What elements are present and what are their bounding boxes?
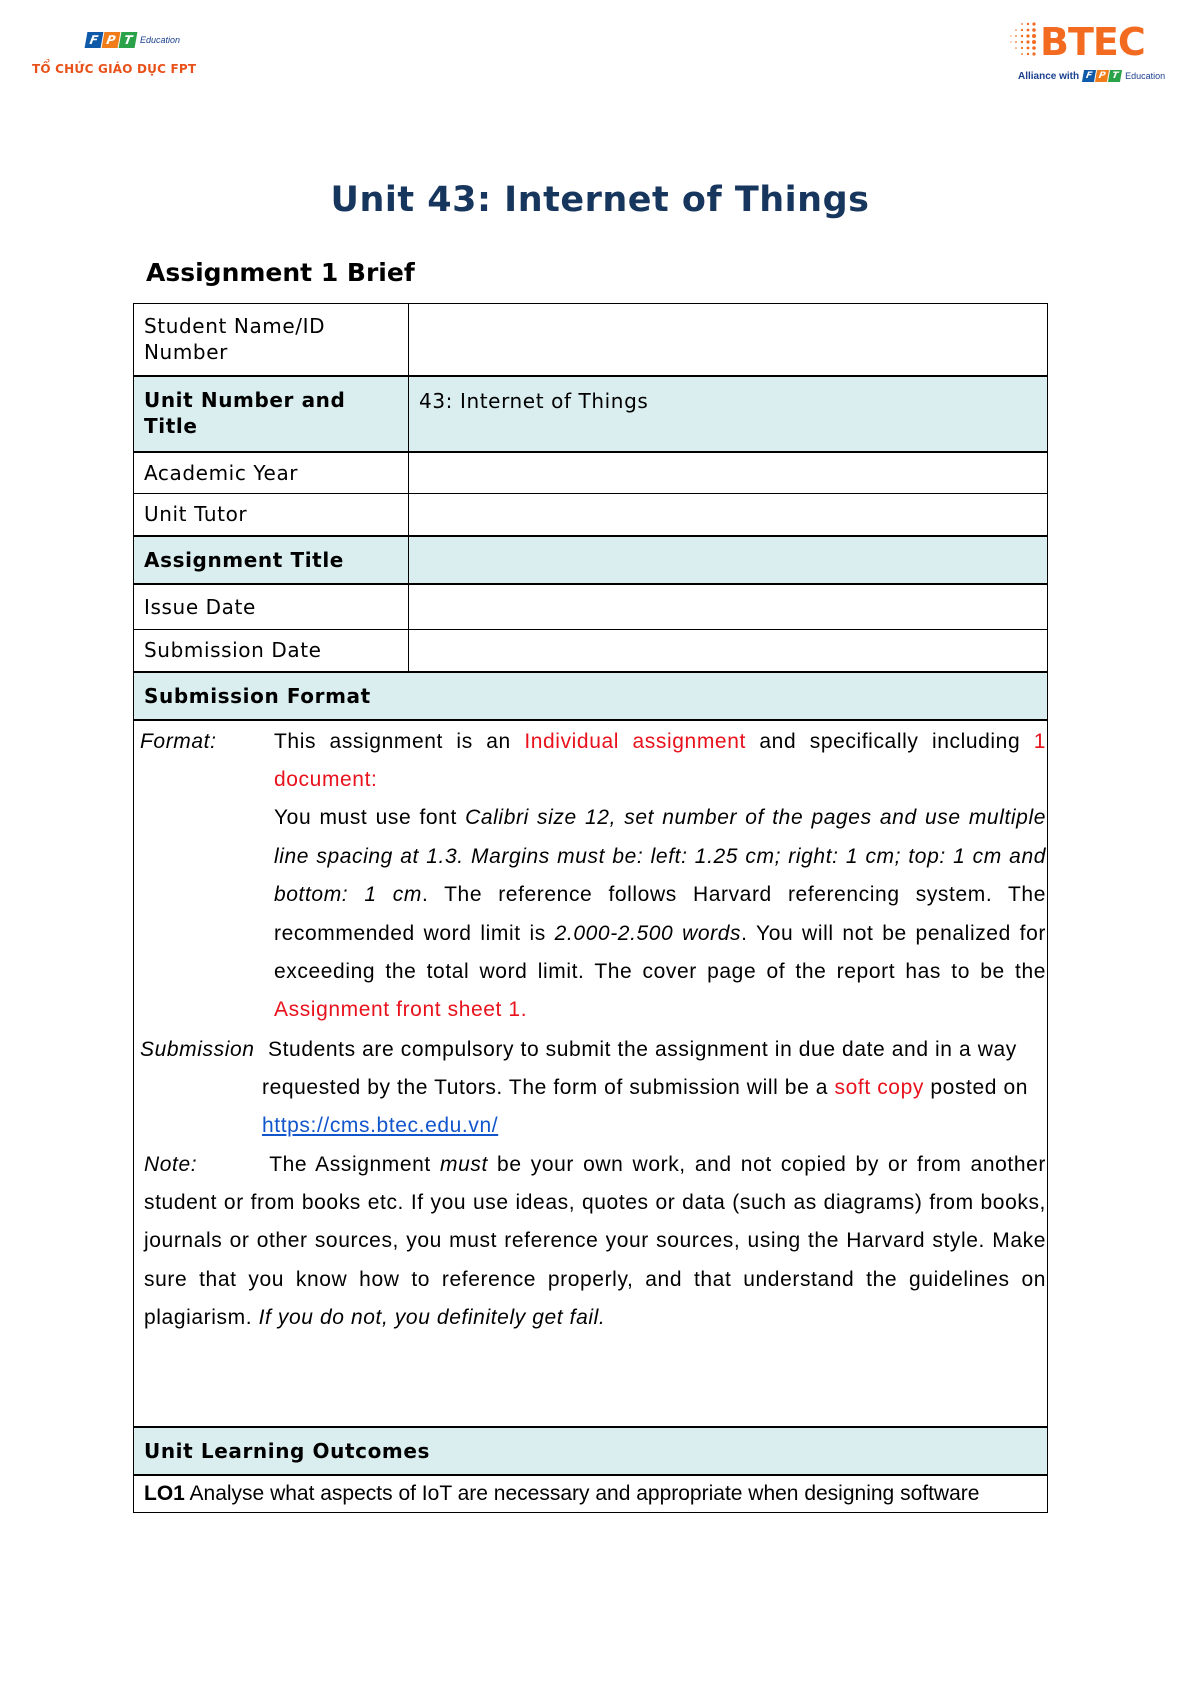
fpt-small-letter-t: T: [1108, 70, 1122, 82]
row-value: [409, 630, 1048, 672]
table-row: [134, 584, 1048, 630]
learning-outcome-lo1: LO1 Analyse what aspects of IoT are necessary and appropriate when designing software: [134, 1475, 1048, 1513]
learning-outcomes-heading-row: [134, 1427, 1048, 1475]
note-label: Note:: [144, 1152, 198, 1176]
learning-outcome-row: [134, 1475, 1048, 1513]
alliance-line: [1018, 70, 1165, 82]
row-value: [409, 304, 1048, 376]
fpt-education-logo: [30, 28, 240, 88]
btec-brand: BTEC: [1040, 20, 1145, 64]
fpt-letter-t: T: [119, 32, 138, 48]
format-text: This assignment is an Individual assignment and specifically including 1 document: You must use font Calibri size 12, set number of the pages and use multiple line spacing at 1.3. Margins must be: left: 1.25 cm; right: 1 cm; top: 1 cm and bottom: 1 cm. The reference follows Harvard referencing system. The recommended word limit is 2.000-2.500 words. You will not be penalized for exceeding the total word limit. The cover page of the report has to be the Assignment front sheet 1.: [274, 729, 1046, 1022]
alliance-text: Alliance with: [1018, 70, 1080, 82]
table-row: [134, 536, 1048, 584]
row-value: [409, 494, 1048, 536]
table-row: [134, 452, 1048, 494]
fpt-letters: [86, 32, 180, 48]
assignment-brief-table: [133, 303, 1048, 1513]
submission-text: Students are compulsory to submit the assignment in due date and in a way requested by the Tutors. The form of submission will be a soft copy posted on https://cms.btec.edu.vn/: [262, 1037, 1029, 1138]
row-label: Submission Date: [134, 630, 409, 672]
unit-title: Unit 43: Internet of Things: [330, 180, 870, 220]
alliance-education-text: Education: [1125, 71, 1166, 81]
fpt-letter-f: F: [85, 32, 104, 48]
format-label: Format:: [140, 729, 217, 753]
fpt-small-letter-f: F: [1082, 70, 1096, 82]
table-row: [134, 376, 1048, 452]
row-label: Unit Number and Title: [134, 376, 409, 452]
row-label: Assignment Title: [134, 536, 409, 584]
submission-format-row: [134, 720, 1048, 1427]
cms-link[interactable]: https://cms.btec.edu.vn/: [262, 1114, 499, 1138]
fpt-small-letters: [1083, 70, 1122, 82]
submission-format-heading-row: [134, 672, 1048, 720]
row-label: Unit Tutor: [134, 494, 409, 536]
note-text: Note: The Assignment must be your own work, and not copied by or from another student or from books etc. If you use ideas, quotes or data (such as diagrams) from books, journals or other sources, you must reference your sources, using the Harvard style. Make sure that you know how to reference properly, and that understand the guidelines on plagiarism. If you do not, you definitely get fail.: [144, 1152, 1046, 1330]
row-label: Issue Date: [134, 584, 409, 630]
learning-outcomes-heading: Unit Learning Outcomes: [134, 1427, 1048, 1475]
btec-logo: [1008, 18, 1178, 90]
fpt-education-text: Education: [140, 35, 181, 45]
row-label: Academic Year: [134, 452, 409, 494]
row-label: Student Name/ID Number: [134, 304, 409, 376]
row-value: [409, 452, 1048, 494]
fpt-small-letter-p: P: [1095, 70, 1109, 82]
table-row: [134, 494, 1048, 536]
submission-format-cell: [134, 720, 1048, 1427]
table-row: [134, 630, 1048, 672]
table-row: [134, 304, 1048, 376]
row-value: [409, 536, 1048, 584]
submission-label: Submission: [140, 1037, 255, 1061]
btec-dots-icon: [1008, 20, 1038, 58]
assignment-brief-title: Assignment 1 Brief: [146, 258, 415, 287]
organization-name: TỔ CHỨC GIÁO DỤC FPT: [32, 62, 197, 76]
submission-format-heading: Submission Format: [134, 672, 1048, 720]
fpt-letter-p: P: [102, 32, 121, 48]
row-value: 43: Internet of Things: [409, 376, 1048, 452]
row-value: [409, 584, 1048, 630]
